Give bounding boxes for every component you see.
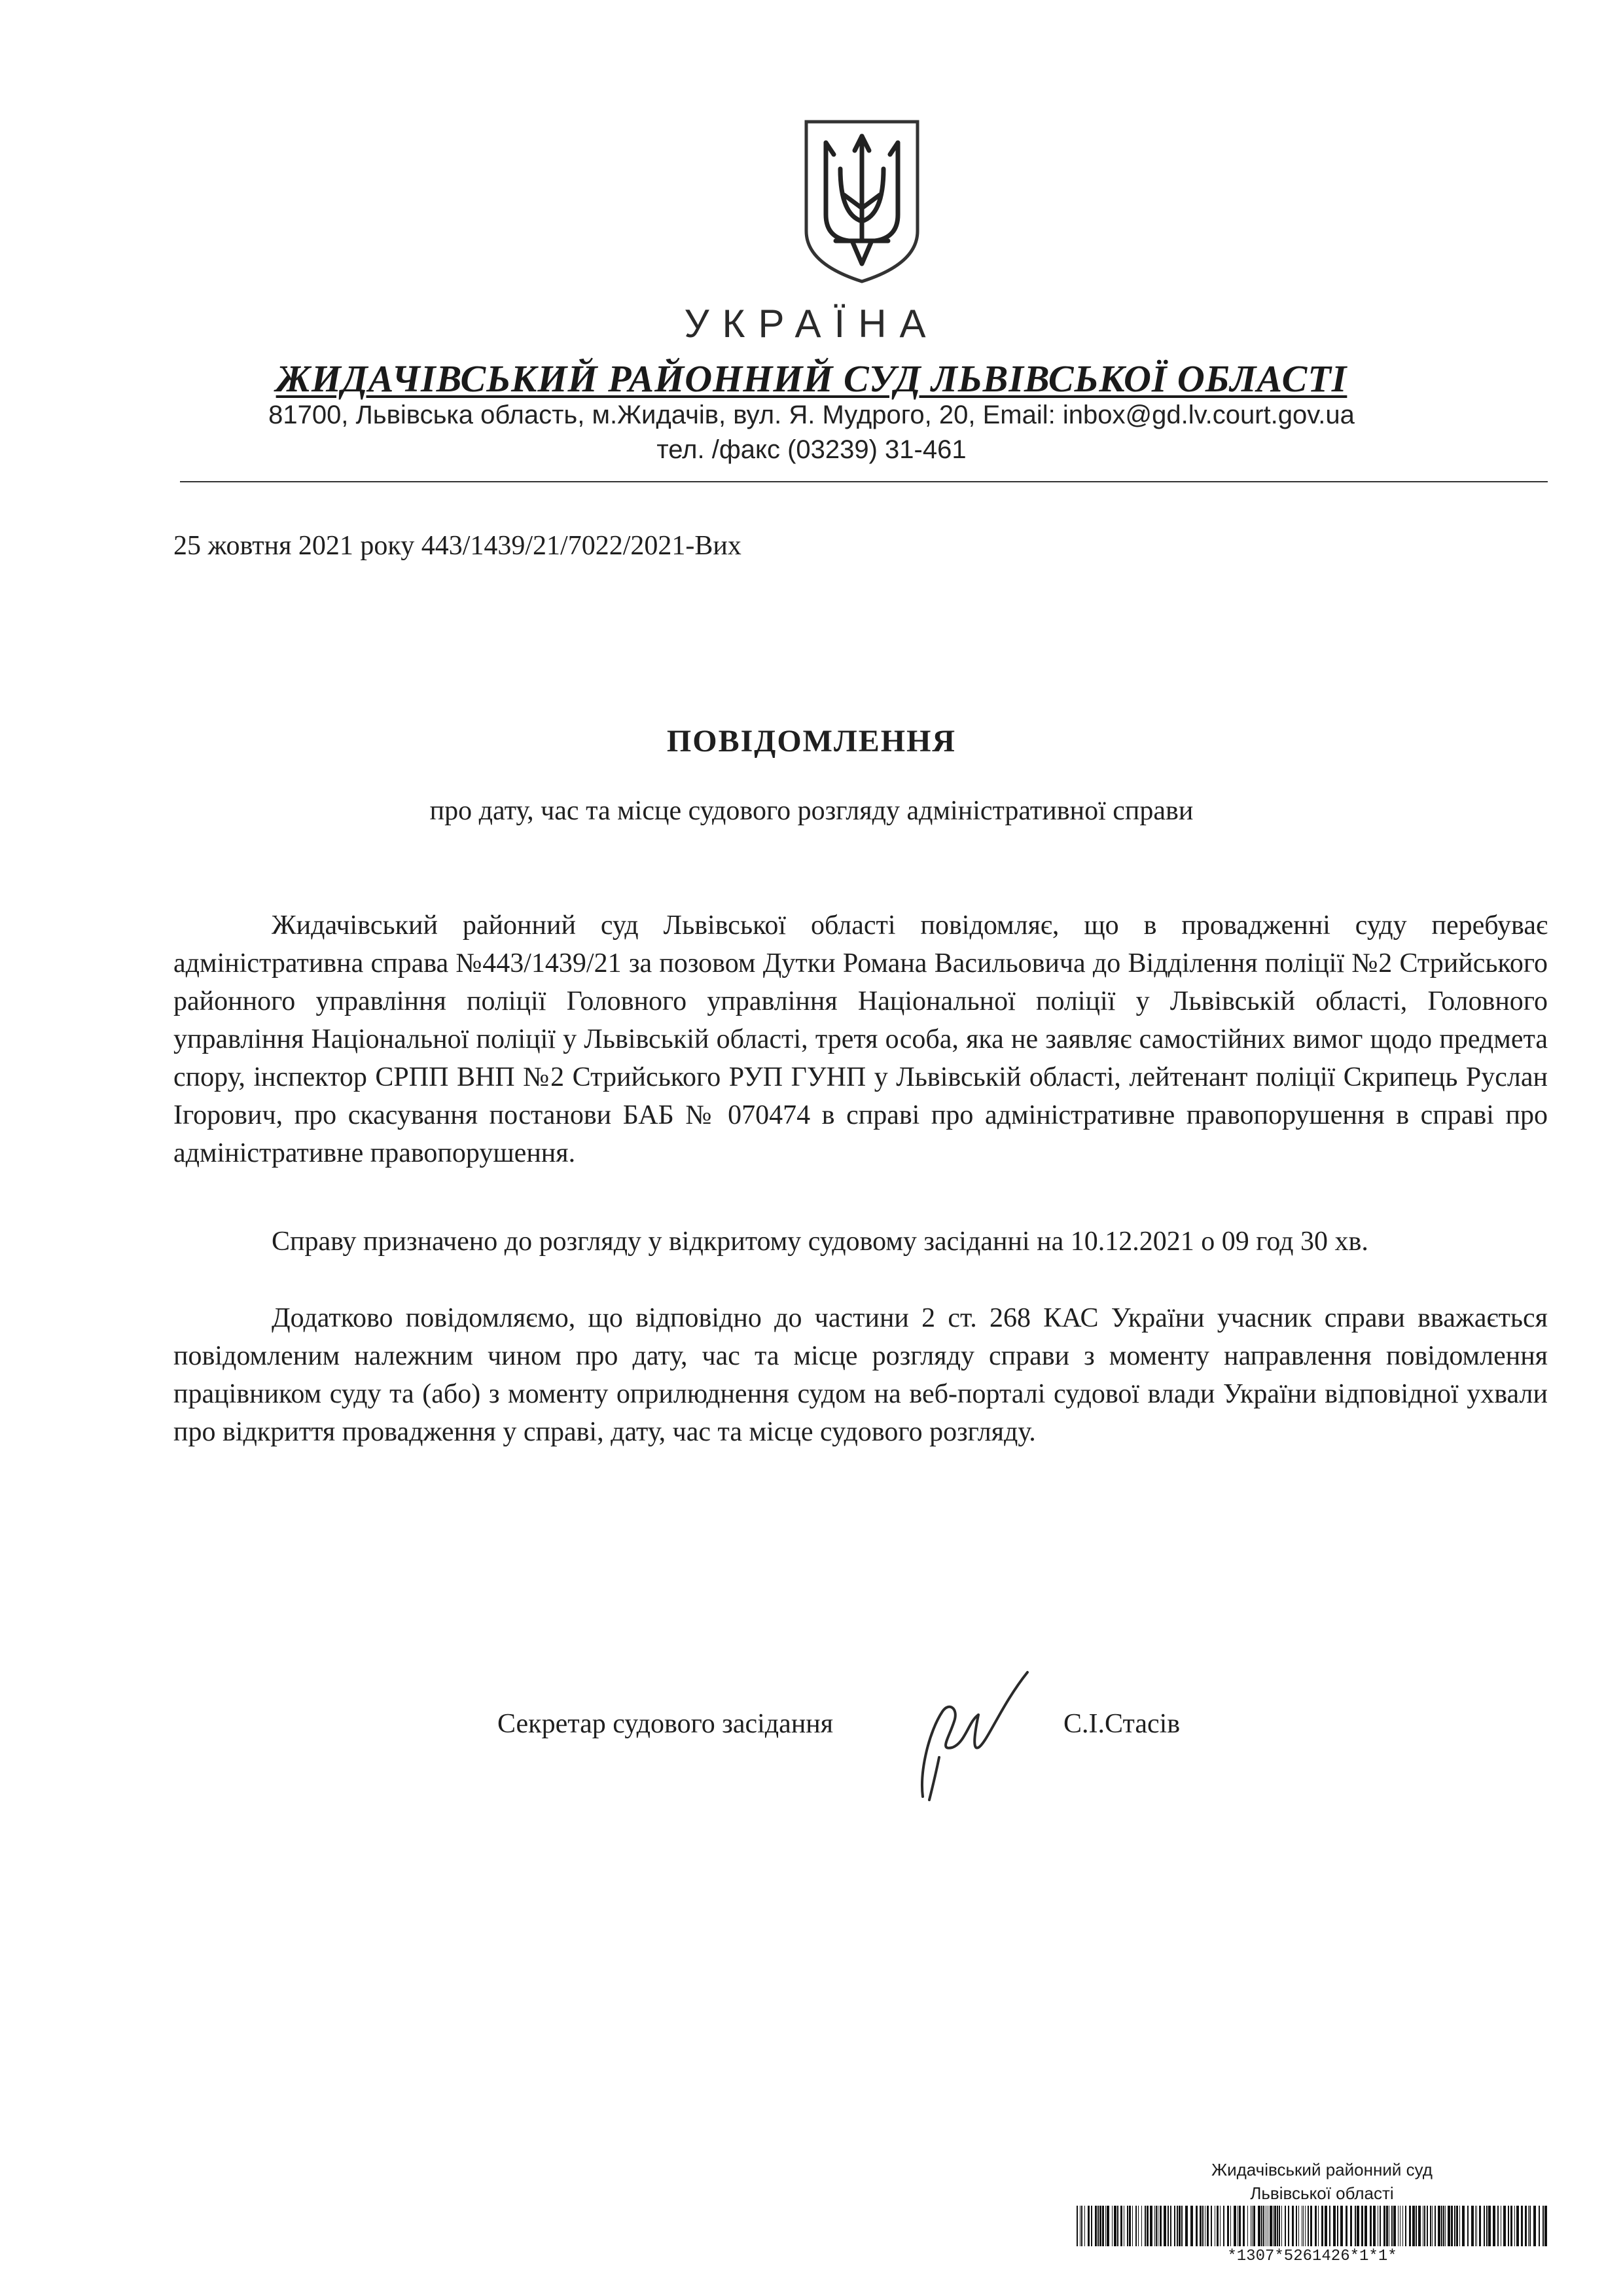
document-subtitle: про дату, час та місце судового розгляду адміністративної справи <box>429 796 1194 826</box>
signer-title: Секретар судового засідання <box>497 1709 834 1739</box>
barcode-court-label: Жидачівський районний суд <box>1211 2160 1433 2179</box>
body-paragraph: Справу призначено до розгляду у відкритому судовому засіданні на 10.12.2021 о 09 год 30 хв. <box>272 1227 1368 1257</box>
barcode-number: *1307*5261426*1*1* <box>1227 2248 1397 2265</box>
document-title: ПОВІДОМЛЕННЯ <box>666 724 957 759</box>
signer-name: С.І.Стасів <box>1063 1709 1181 1739</box>
court-name: ЖИДАЧІВСЬКИЙ РАЙОННИЙ СУД ЛЬВІВСЬКОЇ ОБЛАСТІ <box>276 357 1347 400</box>
country-name: УКРАЇНА <box>684 302 939 346</box>
court-phone: тел. /факс (03239) 31-461 <box>656 435 967 464</box>
court-address: 81700, Львівська область, м.Жидачів, вул. Я. Мудрого, 20, Email: inbox@gd.lv.court.gov.ua <box>268 401 1355 429</box>
trident-coat-of-arms-icon <box>800 117 924 287</box>
barcode-region-label: Львівської області <box>1250 2183 1394 2203</box>
header-divider <box>180 481 1548 482</box>
document-date-reference: 25 жовтня 2021 року 443/1439/21/7022/2021-Вих <box>173 531 741 561</box>
barcode <box>1077 2206 1548 2246</box>
body-paragraph: Жидачівський районний суд Львівської області повідомляє, що в провадженні суду перебуває адміністративна справа №443/1439/21 за позовом Дутки Романа Васильовича до Відділення поліції №2 Стрийського районного управління поліції Головного управління Національної поліції у Львівській області, Головного управління Національної поліції у Львівській області, третя особа, яка не заявляє самостійних вимог щодо предмета спору, інспектор СРПП ВНП №2 Стрийського РУП ГУНП у Львівській області, лейтенант поліції Скрипець Руслан Ігорович, про скасування постанови БАБ № 070474 в справі про адміністративне правопорушення в справі про адміністративне правопорушення. <box>173 910 1548 1168</box>
body-paragraph: Додатково повідомляємо, що відповідно до частини 2 ст. 268 КАС України учасник справи вважається повідомленим належним чином про дату, час та місце розгляду справи з моменту направлення повідомлення працівником суду та (або) з моменту оприлюднення судом на веб-порталі судової влади України відповідної ухвали про відкриття провадження у справі, дату, час та місце судового розгляду. <box>173 1303 1548 1447</box>
handwritten-signature <box>903 1659 1034 1810</box>
